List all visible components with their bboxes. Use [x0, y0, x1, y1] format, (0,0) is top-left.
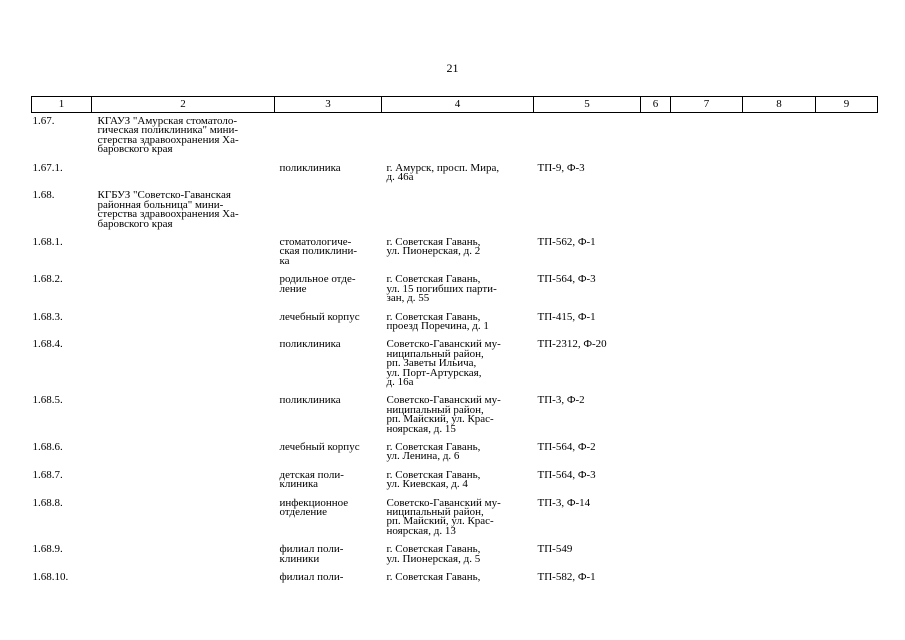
object-cell-line: ление: [279, 282, 307, 295]
power-source-cell-line: ТП-3, Ф-2: [537, 394, 585, 407]
object-cell-line: клиники: [279, 552, 320, 565]
column-8-cell: [743, 495, 816, 542]
column-7-cell: [671, 160, 743, 188]
table-row: [32, 439, 878, 467]
column-header-6: 6: [641, 97, 671, 113]
object-cell: [275, 541, 382, 569]
object-cell-line: филиал поли-: [279, 571, 344, 584]
column-8-cell: [743, 467, 816, 495]
address-cell-line: рп. Майский, ул. Крас-: [386, 515, 494, 528]
table-row: [32, 187, 878, 234]
address-cell-line: г. Советская Гавань,: [386, 468, 481, 481]
organization-cell: [92, 309, 275, 337]
row-number: 1.67.1.: [32, 161, 63, 174]
power-source-cell-line: ТП-582, Ф-1: [537, 571, 596, 584]
table-row: [32, 336, 878, 392]
column-8-cell: [743, 234, 816, 271]
organization-cell: [92, 234, 275, 271]
table-row: [32, 392, 878, 439]
power-source-cell: [534, 541, 641, 569]
column-header-4: 4: [382, 97, 534, 113]
column-6-cell: [641, 541, 671, 569]
table-row: [32, 495, 878, 542]
organization-cell-line: КГАУЗ "Амурская стоматоло-: [97, 115, 238, 127]
row-number: 1.68.7.: [32, 468, 63, 481]
column-8-cell: [743, 392, 816, 439]
power-source-cell-line: ТП-564, Ф-3: [537, 468, 596, 481]
organization-cell: [92, 569, 275, 587]
column-header-2: 2: [92, 97, 275, 113]
object-cell: [275, 160, 382, 188]
column-header-1: 1: [32, 97, 92, 113]
column-9-cell: [816, 569, 878, 587]
power-source-cell: [534, 569, 641, 587]
power-source-cell: [534, 336, 641, 392]
column-8-cell: [743, 336, 816, 392]
object-cell: [275, 569, 382, 587]
address-cell-line: г. Амурск, просп. Мира,: [386, 161, 500, 174]
address-cell-line: д. 16а: [386, 375, 414, 388]
row-number: 1.68.9.: [32, 543, 63, 556]
address-cell-line: рп. Майский, ул. Крас-: [386, 413, 494, 426]
column-8-cell: [743, 439, 816, 467]
table-row: [32, 234, 878, 271]
organization-cell-line: стерства здравоохранения Ха-: [97, 133, 239, 146]
address-cell: [382, 541, 534, 569]
object-cell-line: поликлиника: [279, 338, 341, 351]
object-cell-line: детская поли-: [279, 468, 344, 481]
column-9-cell: [816, 467, 878, 495]
organization-cell: [92, 439, 275, 467]
object-cell-line: филиал поли-: [279, 543, 344, 556]
row-number: 1.68.: [32, 189, 55, 202]
address-cell-line: ноярская, д. 15: [386, 422, 456, 435]
column-7-cell: [671, 392, 743, 439]
object-cell-line: отделение: [279, 506, 328, 518]
row-number: 1.68.6.: [32, 440, 63, 453]
column-9-cell: [816, 271, 878, 308]
power-source-cell: [534, 271, 641, 308]
object-cell-line: поликлиника: [279, 394, 341, 407]
column-7-cell: [671, 467, 743, 495]
column-6-cell: [641, 271, 671, 308]
column-9-cell: [816, 160, 878, 188]
column-7-cell: [671, 439, 743, 467]
objects-table: [31, 96, 878, 587]
table-row: [32, 271, 878, 308]
object-cell-line: лечебный корпус: [279, 440, 360, 453]
address-cell-line: ноярская, д. 13: [386, 524, 456, 537]
row-number: 1.68.2.: [32, 273, 63, 286]
column-7-cell: [671, 271, 743, 308]
address-cell-line: проезд Поречина, д. 1: [386, 319, 489, 332]
object-cell-line: поликлиника: [279, 161, 341, 174]
object-cell: [275, 467, 382, 495]
object-cell-line: ка: [279, 254, 290, 267]
address-cell-line: г. Советская Гавань,: [386, 236, 481, 249]
organization-cell-line: КГБУЗ "Советско-Гаванская: [97, 189, 231, 202]
column-9-cell: [816, 309, 878, 337]
organization-cell-line: баровского края: [97, 217, 173, 230]
column-9-cell: [816, 113, 878, 160]
object-cell: [275, 336, 382, 392]
column-6-cell: [641, 187, 671, 234]
address-cell-line: Советско-Гаванский му-: [386, 496, 501, 509]
address-cell: [382, 392, 534, 439]
organization-cell: [92, 113, 275, 160]
table-header-row: [32, 97, 878, 113]
address-cell: [382, 271, 534, 308]
object-cell: [275, 271, 382, 308]
column-8-cell: [743, 113, 816, 160]
power-source-cell-line: ТП-564, Ф-3: [537, 273, 596, 286]
object-cell-line: лечебный корпус: [279, 310, 360, 323]
row-number: 1.68.5.: [32, 394, 63, 407]
column-8-cell: [743, 187, 816, 234]
power-source-cell-line: ТП-562, Ф-1: [537, 236, 596, 249]
address-cell-line: зан, д. 55: [386, 292, 430, 305]
column-9-cell: [816, 336, 878, 392]
row-number: 1.67.: [32, 115, 55, 127]
column-6-cell: [641, 113, 671, 160]
column-6-cell: [641, 467, 671, 495]
column-8-cell: [743, 541, 816, 569]
address-cell: [382, 336, 534, 392]
row-number: 1.68.1.: [32, 236, 63, 249]
column-6-cell: [641, 569, 671, 587]
table-row: [32, 113, 878, 160]
power-source-cell: [534, 160, 641, 188]
organization-cell-line: гическая поликлиника" мини-: [97, 124, 239, 137]
column-7-cell: [671, 495, 743, 542]
power-source-cell: [534, 467, 641, 495]
column-8-cell: [743, 309, 816, 337]
page-number: 21: [446, 61, 459, 75]
object-cell: [275, 439, 382, 467]
column-9-cell: [816, 187, 878, 234]
power-source-cell: [534, 495, 641, 542]
address-cell-line: ул. Ленина, д. 6: [386, 450, 460, 463]
object-cell: [275, 495, 382, 542]
address-cell: [382, 495, 534, 542]
column-9-cell: [816, 392, 878, 439]
address-cell-line: д. 46а: [386, 171, 414, 184]
power-source-cell: [534, 392, 641, 439]
object-cell: [275, 392, 382, 439]
column-7-cell: [671, 569, 743, 587]
organization-cell: [92, 467, 275, 495]
column-header-8: 8: [743, 97, 816, 113]
column-9-cell: [816, 439, 878, 467]
row-number: 1.68.4.: [32, 338, 63, 351]
table-row: [32, 541, 878, 569]
column-header-7: 7: [671, 97, 743, 113]
address-cell: [382, 309, 534, 337]
address-cell-line: г. Советская Гавань,: [386, 543, 481, 556]
row-number: 1.68.8.: [32, 496, 63, 509]
address-cell-line: ул. Порт-Артурская,: [386, 366, 482, 379]
column-7-cell: [671, 113, 743, 160]
address-cell-line: ниципальный район,: [386, 403, 484, 416]
address-cell: [382, 160, 534, 188]
column-6-cell: [641, 234, 671, 271]
address-cell-line: ниципальный район,: [386, 506, 484, 518]
power-source-cell-line: ТП-9, Ф-3: [537, 161, 585, 174]
object-cell-line: родильное отде-: [279, 273, 356, 286]
column-7-cell: [671, 234, 743, 271]
address-cell-line: г. Советская Гавань,: [386, 310, 481, 323]
power-source-cell-line: ТП-564, Ф-2: [537, 440, 596, 453]
address-cell-line: ул. Киевская, д. 4: [386, 478, 468, 491]
address-cell-line: г. Советская Гавань,: [386, 273, 481, 286]
column-8-cell: [743, 160, 816, 188]
column-6-cell: [641, 336, 671, 392]
column-6-cell: [641, 309, 671, 337]
object-cell-line: стоматологиче-: [279, 236, 352, 249]
table-body: [32, 113, 878, 588]
organization-cell: [92, 187, 275, 234]
column-header-5: 5: [534, 97, 641, 113]
object-cell-line: ская поликлини-: [279, 245, 358, 258]
column-6-cell: [641, 392, 671, 439]
address-cell-line: ул. 15 погибших парти-: [386, 282, 497, 295]
power-source-cell: [534, 309, 641, 337]
organization-cell: [92, 271, 275, 308]
table-row: [32, 309, 878, 337]
address-cell: [382, 439, 534, 467]
address-cell-line: рп. Заветы Ильича,: [386, 357, 477, 370]
column-7-cell: [671, 187, 743, 234]
power-source-cell-line: ТП-415, Ф-1: [537, 310, 596, 323]
column-header-9: 9: [816, 97, 878, 113]
address-cell-line: ул. Пионерская, д. 5: [386, 552, 481, 565]
column-8-cell: [743, 271, 816, 308]
object-cell: [275, 187, 382, 234]
object-cell: [275, 234, 382, 271]
power-source-cell-line: ТП-2312, Ф-20: [537, 338, 607, 351]
address-cell-line: ул. Пионерская, д. 2: [386, 245, 481, 258]
organization-cell: [92, 392, 275, 439]
address-cell-line: г. Советская Гавань,: [386, 571, 481, 584]
row-number: 1.68.10.: [32, 571, 69, 584]
power-source-cell: [534, 187, 641, 234]
column-6-cell: [641, 160, 671, 188]
address-cell: [382, 467, 534, 495]
address-cell-line: Советско-Гаванский му-: [386, 338, 501, 351]
column-8-cell: [743, 569, 816, 587]
power-source-cell: [534, 113, 641, 160]
column-7-cell: [671, 336, 743, 392]
power-source-cell-line: ТП-3, Ф-14: [537, 496, 591, 509]
column-9-cell: [816, 234, 878, 271]
column-header-3: 3: [275, 97, 382, 113]
organization-cell: [92, 336, 275, 392]
address-cell-line: Советско-Гаванский му-: [386, 394, 501, 407]
organization-cell: [92, 160, 275, 188]
object-cell: [275, 309, 382, 337]
column-7-cell: [671, 309, 743, 337]
address-cell: [382, 113, 534, 160]
address-cell: [382, 569, 534, 587]
organization-cell: [92, 495, 275, 542]
organization-cell-line: стерства здравоохранения Ха-: [97, 208, 239, 221]
object-cell: [275, 113, 382, 160]
power-source-cell-line: ТП-549: [537, 543, 573, 556]
table-row: [32, 160, 878, 188]
row-number: 1.68.3.: [32, 310, 63, 323]
column-9-cell: [816, 495, 878, 542]
organization-cell-line: районная больница" мини-: [97, 198, 224, 211]
object-cell-line: клиника: [279, 478, 319, 491]
address-cell: [382, 234, 534, 271]
address-cell-line: ниципальный район,: [386, 347, 484, 360]
address-cell: [382, 187, 534, 234]
organization-cell-line: баровского края: [97, 143, 173, 156]
column-6-cell: [641, 495, 671, 542]
power-source-cell: [534, 439, 641, 467]
power-source-cell: [534, 234, 641, 271]
table-row: [32, 467, 878, 495]
column-7-cell: [671, 541, 743, 569]
column-6-cell: [641, 439, 671, 467]
object-cell-line: инфекционное: [279, 496, 349, 509]
table-row: [32, 569, 878, 587]
organization-cell: [92, 541, 275, 569]
address-cell-line: г. Советская Гавань,: [386, 440, 481, 453]
column-9-cell: [816, 541, 878, 569]
